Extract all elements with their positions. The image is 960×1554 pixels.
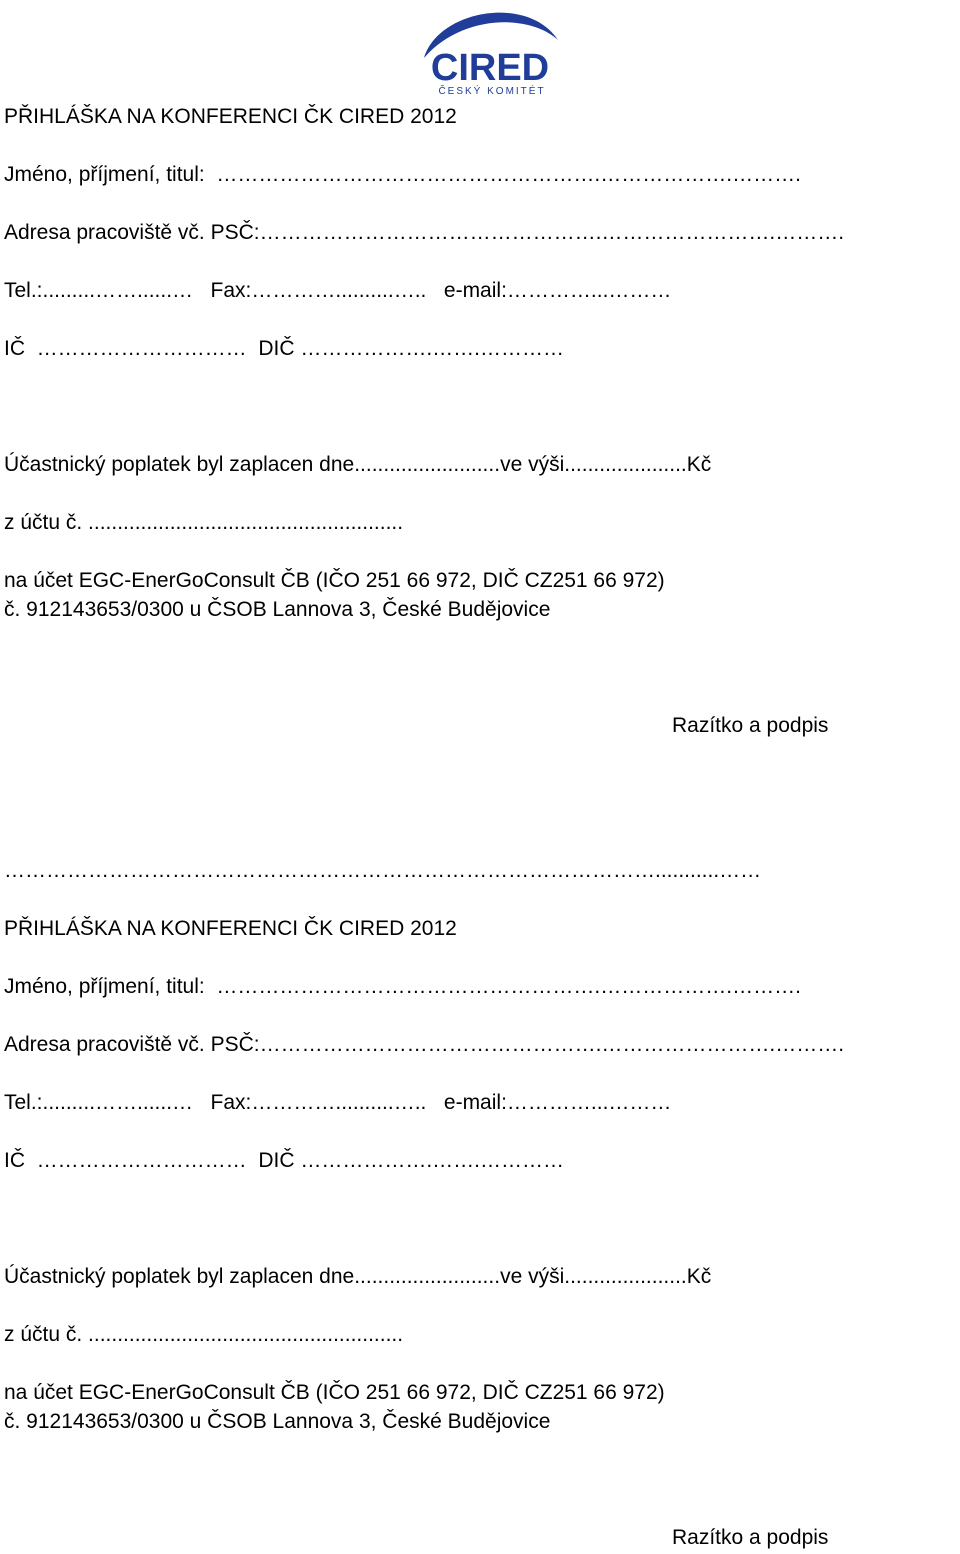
- ids-field-line: IČ ………………………… DIČ ……………….…….…………: [4, 337, 565, 360]
- name-field-line: Jméno, příjmení, titul: ……………………………………………….……………….……….: [4, 975, 801, 998]
- ids-field-line: IČ ………………………… DIČ ……………….…….…………: [4, 1149, 565, 1172]
- logo-subtitle: ČESKÝ KOMITÉT: [438, 86, 546, 97]
- signature-label: Razítko a podpis: [672, 1526, 829, 1549]
- cired-logo-graphic: [418, 0, 562, 100]
- name-field-line: Jméno, příjmení, titul: ……………………………………………….……………….……….: [4, 163, 801, 186]
- cired-logo: [418, 0, 562, 105]
- account-field-line: z účtu č. ......................................................: [4, 511, 404, 534]
- form-title: PŘIHLÁŠKA NA KONFERENCI ČK CIRED 2012: [4, 917, 457, 940]
- signature-label: Razítko a podpis: [672, 714, 829, 737]
- recipient-line: na účet EGC-EnerGoConsult ČB (IČO 251 66 972, DIČ CZ251 66 972): [4, 1381, 665, 1404]
- logo-wordmark: CIRED: [430, 47, 550, 89]
- cut-line: …………………………………………………………………………………...........……: [4, 859, 762, 882]
- address-field-line: Adresa pracoviště vč. PSČ:………………………………………….…………………….……….: [4, 221, 845, 244]
- bank-line: č. 912143653/0300 u ČSOB Lannova 3, České Budějovice: [4, 598, 551, 621]
- recipient-line: na účet EGC-EnerGoConsult ČB (IČO 251 66 972, DIČ CZ251 66 972): [4, 569, 665, 592]
- contact-field-line: Tel.:.........……......… Fax:…………..........….. e-mail:…………...………: [4, 279, 672, 302]
- payment-field-line: Účastnický poplatek byl zaplacen dne.........................ve výši.....................Kč: [4, 1265, 712, 1288]
- contact-field-line: Tel.:.........……......… Fax:…………..........….. e-mail:…………...………: [4, 1091, 672, 1114]
- payment-field-line: Účastnický poplatek byl zaplacen dne.........................ve výši.....................Kč: [4, 453, 712, 476]
- form-title: PŘIHLÁŠKA NA KONFERENCI ČK CIRED 2012: [4, 105, 457, 128]
- bank-line: č. 912143653/0300 u ČSOB Lannova 3, České Budějovice: [4, 1410, 551, 1433]
- account-field-line: z účtu č. ......................................................: [4, 1323, 404, 1346]
- address-field-line: Adresa pracoviště vč. PSČ:………………………………………….…………………….……….: [4, 1033, 845, 1056]
